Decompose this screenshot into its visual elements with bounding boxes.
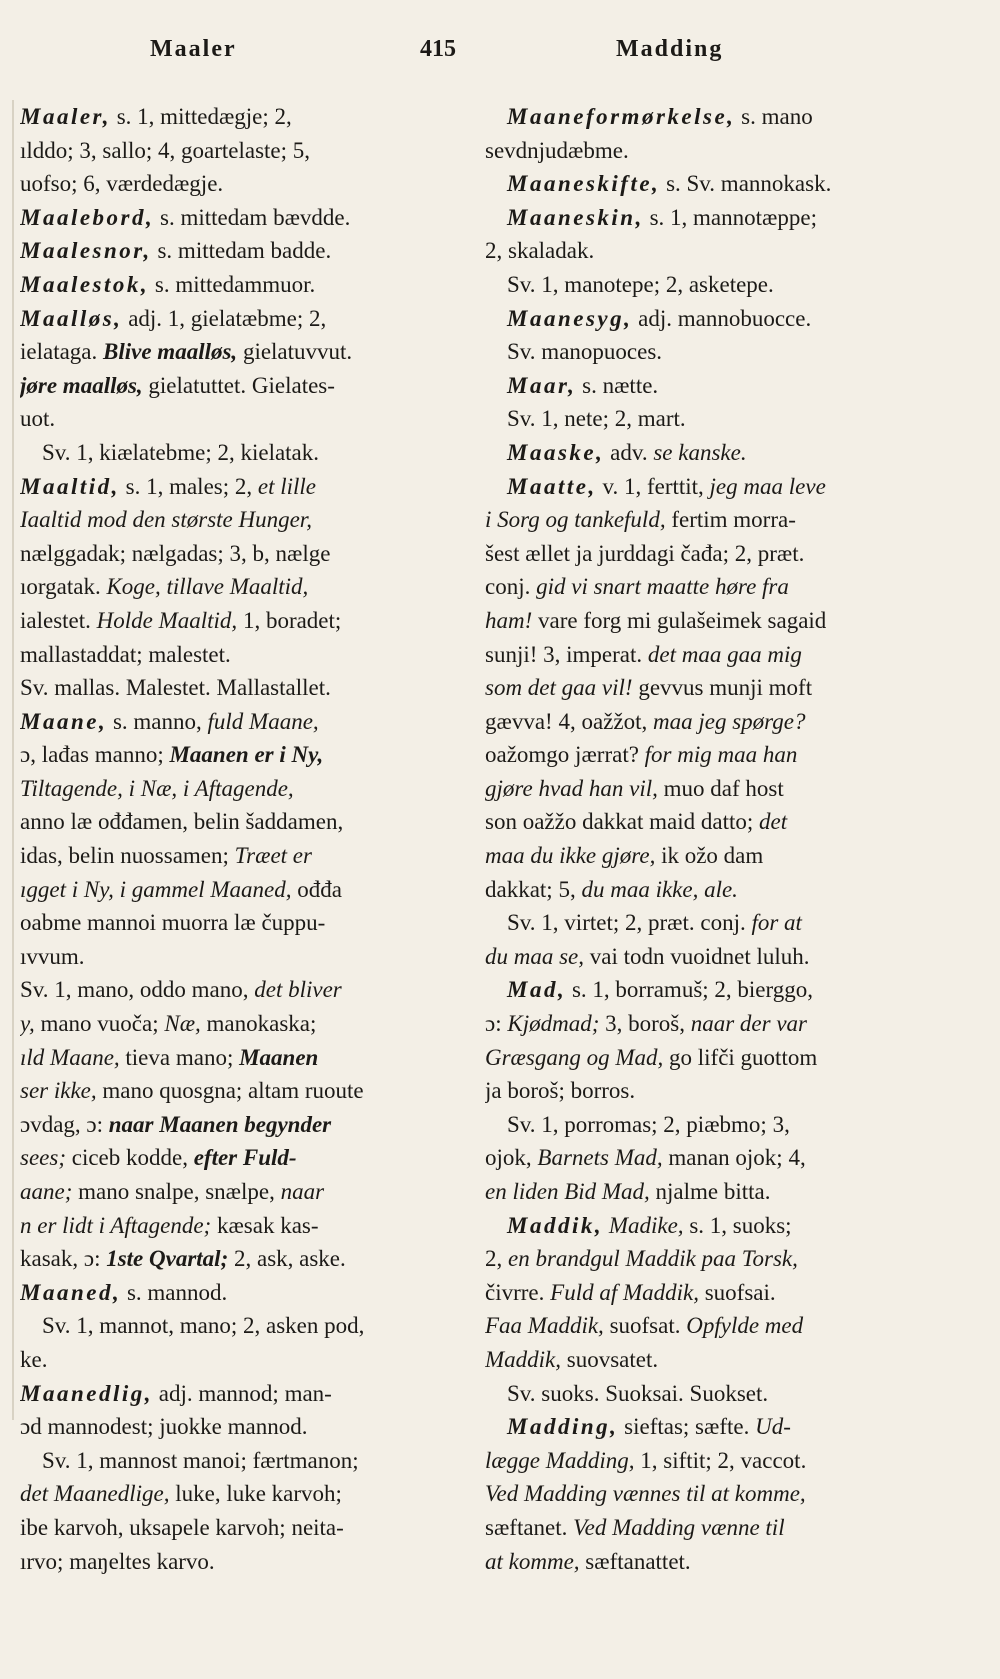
text-run: Sv. 1, manotepe; 2, asketepe. [507, 271, 774, 297]
text-run: Fuld af Maddik, [550, 1279, 699, 1305]
text-run: s. 1, mittedægje; 2, [110, 104, 292, 129]
text-run: Sv. 1, mano, oddo mano, [20, 977, 255, 1003]
text-run: naar der var [690, 1011, 808, 1037]
text-run: Madike, [608, 1212, 684, 1238]
text-line [20, 134, 430, 168]
text-run: Maanen [239, 1044, 319, 1070]
text-run: Koge, tillave Maaltid, [106, 574, 309, 600]
headword: Maalestok, [20, 271, 150, 297]
text-line [20, 772, 430, 806]
text-run: Sv. 1, nete; 2, mart. [507, 406, 686, 432]
text-run: Faa Maddik, [485, 1313, 604, 1339]
text-run: du maa se, [485, 943, 585, 969]
scan-edge-shadow [12, 100, 14, 1420]
text-line [20, 1007, 430, 1041]
text-run: s. manno, [107, 708, 208, 734]
text-run: det bliver [254, 977, 342, 1003]
text-run: naar [280, 1179, 325, 1204]
text-run: ke. [20, 1346, 48, 1372]
text-line [485, 1276, 950, 1310]
text-line [485, 1074, 950, 1108]
text-line [20, 839, 430, 873]
text-line [485, 1141, 950, 1175]
text-run: s. 1, males; 2, [119, 473, 258, 499]
text-line [20, 671, 430, 705]
text-run: suofsat. [603, 1313, 687, 1339]
text-line [20, 1410, 430, 1444]
text-run: ɔ, lađas manno; [20, 742, 170, 768]
text-run: ɔ: [485, 1011, 508, 1037]
text-line [485, 604, 950, 638]
text-run: 1, siftit; 2, vaccot. [634, 1447, 807, 1473]
headword: Maatte, [507, 473, 597, 499]
text-run: anno læ ođđamen, belin šaddamen, [20, 809, 344, 835]
text-run: oažomgo jærrat? [485, 742, 645, 768]
text-line [485, 1209, 950, 1243]
text-line [485, 1410, 950, 1444]
text-run: kasak, ɔ: [20, 1246, 107, 1272]
text-run: efter Fuld- [193, 1145, 297, 1171]
text-run: for at [751, 910, 802, 936]
text-line [20, 638, 430, 672]
text-line [20, 537, 430, 571]
text-run: s. mittedam badde. [151, 238, 332, 264]
text-run: sæftanattet. [579, 1548, 691, 1574]
left-column [20, 100, 430, 1578]
text-run: y, [20, 1011, 35, 1037]
text-run: Græsgang og Mad, [485, 1044, 664, 1070]
text-run: mano quosgna; altam ruoute [96, 1078, 364, 1104]
text-line [20, 234, 430, 268]
text-line [20, 873, 430, 907]
text-run: Maddik, [485, 1346, 562, 1372]
headword: Maar, [507, 372, 577, 398]
text-line [20, 302, 430, 336]
text-run: Sv. 1, porromas; 2, piæbmo; 3, [507, 1111, 790, 1137]
text-run: jeg maa leve [709, 473, 826, 499]
text-run: uofso; 6, værdedægje. [20, 171, 224, 197]
text-run: Holde Maaltid, [96, 607, 238, 633]
text-run: se kanske. [653, 439, 747, 465]
text-line [485, 705, 950, 739]
text-line [485, 1309, 950, 1343]
text-run: sees; [20, 1145, 66, 1171]
text-run: dakkat; 5, [485, 876, 582, 902]
text-run: gielatuttet. Gielates- [142, 372, 335, 398]
text-line [20, 1444, 430, 1478]
text-line [20, 436, 430, 470]
headword: Mad, [507, 977, 567, 1003]
text-run: sieftas; sæfte. [618, 1414, 756, 1440]
text-line [485, 537, 950, 571]
text-run: maa jeg spørge? [652, 708, 806, 734]
text-run: suovsatet. [561, 1346, 659, 1372]
text-line [20, 503, 430, 537]
text-line [485, 302, 950, 336]
text-run: Maanen er i Ny, [169, 742, 324, 768]
text-run: det Maanedlige, [20, 1481, 170, 1507]
text-line [485, 906, 950, 940]
text-run: sevdnjudæbme. [485, 137, 629, 163]
headword: Maalløs, [20, 305, 123, 331]
text-line [485, 201, 950, 235]
text-run: čivrre. [485, 1279, 551, 1305]
text-run: 1, boradet; [237, 607, 342, 633]
text-run: s. 1, suoks; [683, 1212, 792, 1238]
text-run: Barnets Mad, [537, 1145, 663, 1171]
text-line [20, 1309, 430, 1343]
text-run: nælggadak; nælgadas; 3, b, nælge [20, 540, 331, 566]
text-run: ıgget i Ny, i gammel Maaned, [20, 876, 292, 902]
text-line [20, 1074, 430, 1108]
text-line [20, 940, 430, 974]
text-line [20, 604, 430, 638]
text-line [20, 1545, 430, 1579]
text-run: šest ællet ja jurddagi čađa; 2, præt. [485, 540, 805, 566]
text-run: ik ožo dam [655, 843, 764, 869]
text-run: Træet er [234, 843, 312, 869]
text-line [20, 470, 430, 504]
headword: Maane, [20, 708, 108, 734]
text-run: Sv. 1, mannost manoi; færtmanon; [42, 1447, 359, 1473]
text-run: adj. 1, gielatæbme; 2, [122, 305, 327, 331]
text-run: ser ikke, [20, 1078, 97, 1104]
headword: Maaneskin, [507, 204, 644, 230]
text-run: Ved Madding vænne til [573, 1514, 785, 1540]
text-line [20, 1175, 430, 1209]
text-line [20, 1276, 430, 1310]
text-run: gid vi snart maatte høre fra [536, 574, 789, 600]
text-run: gevvus munji moft [632, 675, 813, 701]
text-run: Sv. 1, kiælatebme; 2, kielatak. [42, 439, 320, 465]
text-run: ojok, [485, 1145, 538, 1171]
text-run: at komme, [485, 1548, 580, 1574]
running-header [0, 36, 1000, 76]
text-run: ɔvdag, ɔ: [20, 1111, 109, 1137]
text-run: et lille [257, 473, 316, 499]
text-run: uot. [20, 406, 56, 432]
text-run: njalme bitta. [649, 1179, 771, 1204]
text-line [20, 1141, 430, 1175]
text-line [20, 1511, 430, 1545]
text-run: for mig maa han [644, 742, 798, 768]
text-line [485, 1545, 950, 1579]
headword: Maalebord, [20, 204, 155, 230]
headword: Maaned, [20, 1279, 122, 1305]
text-line [485, 167, 950, 201]
text-run: maa du ikke gjøre, [485, 843, 656, 869]
text-line [485, 402, 950, 436]
text-run: oabme mannoi muorra læ čuppu- [20, 910, 326, 936]
text-run: 2, [485, 1246, 508, 1272]
text-line [485, 234, 950, 268]
text-line [485, 1477, 950, 1511]
text-line [485, 1444, 950, 1478]
text-line [20, 1343, 430, 1377]
text-run: muo daf host [657, 775, 784, 801]
text-line [485, 1343, 950, 1377]
text-line [485, 638, 950, 672]
text-line [20, 738, 430, 772]
text-run: s. mittedammuor. [149, 271, 316, 297]
text-run: fuld Maane, [207, 708, 319, 734]
text-run: ıld Maane, [20, 1044, 120, 1070]
text-line [485, 369, 950, 403]
text-run: tieva mano; [119, 1044, 240, 1070]
text-run: lægge Madding, [485, 1447, 635, 1473]
text-run: conj. [485, 574, 537, 600]
text-line [485, 805, 950, 839]
text-run: Sv. 1, virtet; 2, præt. conj. [507, 910, 752, 936]
text-line [20, 1209, 430, 1243]
text-line [485, 1007, 950, 1041]
text-run: s. 1, borramuš; 2, bierggo, [566, 977, 814, 1003]
text-run: du maa ikke, ale. [581, 876, 738, 902]
text-line [485, 1108, 950, 1142]
text-line [485, 772, 950, 806]
text-run: n er lidt i Aftagende; [20, 1212, 212, 1238]
headword: Maaneskifte, [507, 171, 661, 197]
text-run: ırvo; maŋeltes karvo. [20, 1548, 215, 1574]
text-line [485, 1175, 950, 1209]
text-run: Kjødmad; [507, 1011, 600, 1037]
text-line [485, 873, 950, 907]
text-run: ham! [485, 607, 533, 633]
text-run: ibe karvoh, uksapele karvoh; neita- [20, 1514, 344, 1540]
text-run: det maa gaa mig [647, 641, 802, 667]
text-run: idas, belin nuossamen; [20, 843, 235, 869]
text-run: adv. [604, 439, 654, 465]
headword: Maaltid, [20, 473, 120, 499]
text-line [485, 839, 950, 873]
text-run: en liden Bid Mad, [485, 1179, 650, 1204]
text-run: s. mano [735, 104, 813, 129]
text-run: en brandgul Maddik paa Torsk, [508, 1246, 798, 1272]
text-run: s. Sv. mannokask. [660, 171, 832, 197]
text-line [20, 1041, 430, 1075]
headword: Maalesnor, [20, 238, 152, 264]
headword: Maaske, [507, 439, 605, 465]
text-run: jøre maalløs, [20, 372, 143, 398]
text-run: Ved Madding vænnes til at komme, [485, 1481, 806, 1507]
text-line [485, 738, 950, 772]
text-line [20, 973, 430, 1007]
text-run: ja boroš; borros. [485, 1078, 636, 1104]
text-line [20, 1242, 430, 1276]
text-run: vai todn vuoidnet luluh. [584, 943, 810, 969]
text-run: s. 1, mannotæppe; [643, 204, 817, 230]
text-line [20, 268, 430, 302]
text-run: gævva! 4, oažžot, [485, 708, 653, 734]
text-run: som det gaa vil! [485, 675, 633, 701]
text-line [20, 1377, 430, 1411]
text-run: det [759, 809, 788, 835]
text-run: mano vuoča; [34, 1011, 165, 1037]
text-line [485, 134, 950, 168]
headword: Maanesyg, [507, 305, 633, 331]
text-run: Ud- [755, 1414, 791, 1440]
header-first-word: Maaler [150, 36, 237, 62]
text-run: Sv. 1, mannot, mano; 2, asken pod, [42, 1313, 365, 1339]
text-line [20, 705, 430, 739]
text-line [485, 1242, 950, 1276]
right-column [485, 100, 950, 1578]
text-line [20, 201, 430, 235]
text-line [485, 470, 950, 504]
text-run: Næ, [164, 1011, 201, 1037]
text-run: 3, boroš, [599, 1011, 691, 1037]
text-line [20, 167, 430, 201]
text-run: manan ojok; 4, [662, 1145, 806, 1171]
text-run: gielatuvvut. [237, 339, 353, 365]
text-run: gjøre hvad han vil, [485, 775, 658, 801]
text-run: s. mittedam bævdde. [154, 204, 351, 230]
headword: Maaler, [20, 104, 111, 129]
text-line [485, 570, 950, 604]
text-run: s. mannod. [121, 1279, 228, 1305]
text-line [485, 1511, 950, 1545]
text-run: sæftanet. [485, 1514, 574, 1540]
headword: Maaneformørkelse, [507, 104, 736, 129]
text-line [20, 1108, 430, 1142]
text-run: adj. mannobuocce. [632, 305, 812, 331]
text-run: aane; [20, 1179, 73, 1204]
text-line [485, 973, 950, 1007]
header-last-word: Madding [616, 36, 724, 62]
text-run: adj. mannod; man- [152, 1380, 332, 1406]
text-run: Blive maalløs, [103, 339, 238, 365]
headword: Madding, [507, 1414, 619, 1440]
text-line [20, 570, 430, 604]
text-run: go lifči guottom [663, 1044, 818, 1070]
text-run: naar Maanen begynder [108, 1111, 332, 1137]
text-line [20, 906, 430, 940]
text-line [485, 503, 950, 537]
text-run: 2, ask, aske. [228, 1246, 346, 1272]
text-line [485, 940, 950, 974]
text-run: s. nætte. [576, 372, 659, 398]
text-run: vare forg mi gulašeimek sagaid [532, 607, 827, 633]
page-number: 415 [420, 36, 456, 62]
text-line [20, 369, 430, 403]
text-run: sunji! 3, imperat. [485, 641, 648, 667]
text-run: suofsai. [698, 1279, 776, 1305]
text-line [485, 1377, 950, 1411]
text-line [485, 1041, 950, 1075]
text-line [20, 402, 430, 436]
text-line [20, 805, 430, 839]
text-run: Iaaltid mod den største Hunger, [20, 507, 312, 533]
text-run: Sv. suoks. Suoksai. Suokset. [507, 1380, 769, 1406]
text-run: ıvvum. [20, 943, 85, 969]
text-run: ɔd mannodest; juokke mannod. [20, 1414, 308, 1440]
text-line [485, 671, 950, 705]
text-run: Opfylde med [686, 1313, 804, 1339]
text-line [20, 335, 430, 369]
text-line [485, 335, 950, 369]
text-run: Tiltagende, i Næ, i Aftagende, [20, 775, 294, 801]
text-run: mallastaddat; malestet. [20, 641, 231, 667]
headword: Maanedlig, [20, 1380, 153, 1406]
text-line [485, 100, 950, 134]
text-line [20, 1477, 430, 1511]
text-run: ıorgatak. [20, 574, 107, 600]
text-run: manokaska; [200, 1011, 317, 1037]
text-run: ialestet. [20, 607, 97, 633]
text-run: kæsak kas- [211, 1212, 319, 1238]
text-run: ođđa [291, 876, 342, 902]
text-line [20, 100, 430, 134]
text-run: son oažžo dakkat maid datto; [485, 809, 760, 835]
text-run: Sv. mallas. Malestet. Mallastallet. [20, 675, 331, 701]
text-run: fertim morra- [665, 507, 796, 533]
text-run: luke, luke karvoh; [169, 1481, 342, 1507]
text-run: ılddo; 3, sallo; 4, goartelaste; 5, [20, 137, 311, 163]
text-run: ielataga. [20, 339, 104, 365]
text-run: i Sorg og tankefuld, [485, 507, 666, 533]
text-line [485, 436, 950, 470]
text-line [485, 268, 950, 302]
text-run: 2, skaladak. [485, 238, 595, 264]
text-run: 1ste Qvartal; [106, 1246, 229, 1272]
text-run: ciceb kodde, [65, 1145, 194, 1171]
text-run: mano snalpe, snælpe, [72, 1179, 281, 1204]
text-run: v. 1, ferttit, [596, 473, 710, 499]
headword: Maddik, [507, 1212, 604, 1238]
text-run: Sv. manopuoces. [507, 339, 663, 365]
